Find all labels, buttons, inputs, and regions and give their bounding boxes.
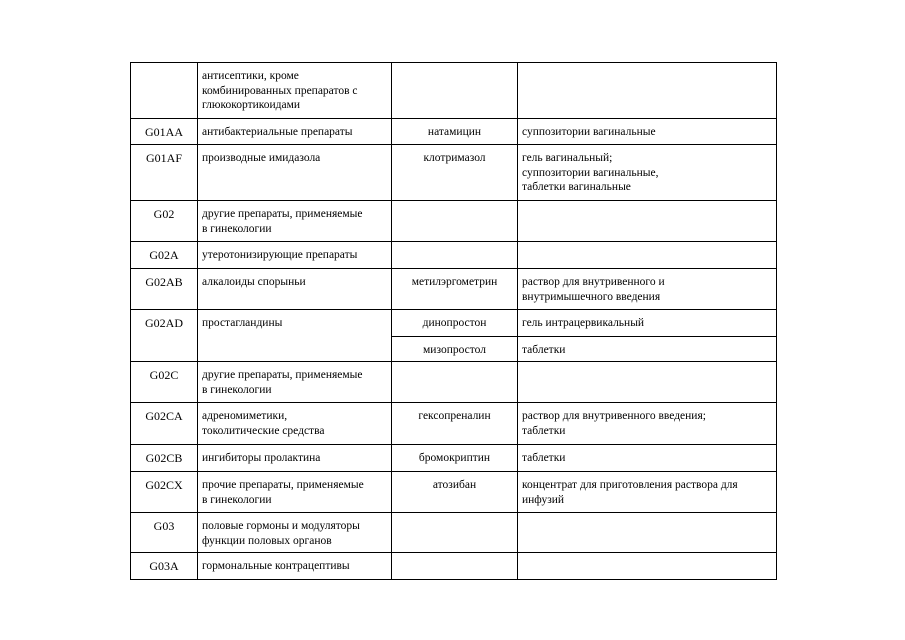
cell-text: атозибан: [432, 479, 477, 491]
cell-text: комбинированных препаратов с: [202, 84, 358, 97]
drug-name-cell: [392, 63, 518, 119]
drug-name-cell: [392, 337, 518, 362]
group-name-cell: [198, 403, 392, 445]
group-name-cell: [198, 310, 392, 362]
cell-text: концентрат для приготовления раствора для: [522, 479, 738, 491]
cell-text: в гинекологии: [202, 222, 272, 235]
table-row: [131, 472, 777, 513]
group-name-cell: [198, 472, 392, 513]
table-row: [131, 269, 777, 310]
cell-text: таблетки: [522, 424, 566, 437]
cell-text: таблетки вагинальные: [522, 181, 631, 193]
cell-text: прочие препараты, применяемые: [202, 479, 364, 491]
cell-text: таблетки: [522, 344, 566, 356]
dosage-form-cell: [518, 310, 777, 337]
table-row: [131, 201, 777, 242]
cell-text: G02C: [149, 368, 179, 382]
atc-code-cell: [131, 403, 198, 445]
drug-name-cell: [392, 362, 518, 403]
dosage-form-cell: [518, 513, 777, 553]
cell-text: суппозитории вагинальные,: [522, 166, 659, 179]
dosage-form-cell: [518, 119, 777, 145]
cell-text: гексопреналин: [418, 410, 491, 422]
cell-text: G02CX: [145, 478, 183, 492]
cell-text: натамицин: [427, 126, 482, 138]
dosage-form-cell: [518, 242, 777, 269]
table-row: [131, 310, 777, 337]
atc-code-cell: [131, 269, 198, 310]
drug-name-cell: [392, 513, 518, 553]
drug-name-cell: [392, 403, 518, 445]
group-name-cell: [198, 201, 392, 242]
table-row: [131, 403, 777, 445]
cell-text: другие препараты, применяемые: [202, 369, 363, 381]
drug-name-cell: [392, 553, 518, 580]
cell-text: инфузий: [522, 493, 565, 506]
dosage-form-cell: [518, 403, 777, 445]
drug-name-cell: [392, 269, 518, 310]
atc-code-cell: [131, 63, 198, 119]
dosage-form-cell: [518, 201, 777, 242]
atc-code-cell: [131, 242, 198, 269]
cell-text: G02A: [149, 248, 179, 262]
group-name-cell: [198, 119, 392, 145]
cell-text: гель интрацервикальный: [522, 317, 645, 329]
cell-text: G01AF: [145, 151, 182, 165]
cell-text: половые гормоны и модуляторы: [202, 520, 360, 532]
cell-text: бромокриптин: [418, 452, 491, 464]
cell-text: метилэргометрин: [411, 276, 498, 288]
cell-text: антибактериальные препараты: [202, 126, 353, 138]
atc-code-cell: [131, 362, 198, 403]
atc-code-cell: [131, 513, 198, 553]
cell-text: простагландины: [202, 317, 283, 329]
table-row: [131, 513, 777, 553]
table-row: [131, 553, 777, 580]
drug-classification-table: [130, 62, 777, 580]
group-name-cell: [198, 145, 392, 201]
cell-text: ингибиторы пролактина: [202, 452, 321, 464]
cell-text: другие препараты, применяемые: [202, 208, 363, 220]
cell-text: G02: [153, 207, 175, 221]
group-name-cell: [198, 242, 392, 269]
cell-text: G02CB: [145, 451, 183, 465]
cell-text: глюкокортикоидами: [202, 99, 301, 111]
drug-name-cell: [392, 445, 518, 472]
drug-name-cell: [392, 119, 518, 145]
cell-text: мизопростол: [423, 344, 486, 356]
cell-text: G02AB: [145, 275, 183, 289]
cell-text: G01AA: [145, 125, 183, 139]
dosage-form-cell: [518, 269, 777, 310]
group-name-cell: [198, 269, 392, 310]
table-row: [131, 445, 777, 472]
atc-code-cell: [131, 472, 198, 513]
atc-code-cell: [131, 201, 198, 242]
drug-name-cell: [392, 201, 518, 242]
dosage-form-cell: [518, 145, 777, 201]
dosage-form-cell: [518, 337, 777, 362]
table-row: [131, 362, 777, 403]
drug-name-cell: [392, 472, 518, 513]
cell-text: производные имидазола: [202, 152, 321, 164]
drug-name-cell: [392, 145, 518, 201]
atc-code-cell: [131, 553, 198, 580]
dosage-form-cell: [518, 63, 777, 119]
group-name-cell: [198, 445, 392, 472]
cell-text: адреномиметики,: [202, 410, 288, 422]
cell-text: раствор для внутривенного и: [522, 276, 665, 288]
table-body: [131, 63, 777, 580]
cell-text: гормональные контрацептивы: [202, 560, 350, 572]
group-name-cell: [198, 553, 392, 580]
cell-text: клотримазол: [423, 152, 486, 164]
cell-text: раствор для внутривенного введения;: [522, 410, 706, 422]
table-row: [131, 63, 777, 119]
cell-text: утеротонизирующие препараты: [202, 249, 358, 261]
cell-text: алкалоиды спорыньи: [202, 276, 306, 288]
atc-code-cell: [131, 310, 198, 362]
cell-text: G03: [153, 519, 175, 533]
table-row: [131, 242, 777, 269]
group-name-cell: [198, 63, 392, 119]
group-name-cell: [198, 362, 392, 403]
table-row: [131, 119, 777, 145]
cell-text: внутримышечного введения: [522, 290, 661, 303]
cell-text: токолитические средства: [202, 424, 325, 437]
cell-text: в гинекологии: [202, 383, 272, 396]
drug-name-cell: [392, 310, 518, 337]
atc-code-cell: [131, 145, 198, 201]
drug-name-cell: [392, 242, 518, 269]
cell-text: антисептики, кроме: [202, 70, 299, 82]
dosage-form-cell: [518, 472, 777, 513]
cell-text: суппозитории вагинальные: [522, 126, 656, 138]
dosage-form-cell: [518, 553, 777, 580]
dosage-form-cell: [518, 362, 777, 403]
cell-text: G02AD: [145, 316, 183, 330]
table-row: [131, 145, 777, 201]
group-name-cell: [198, 513, 392, 553]
dosage-form-cell: [518, 445, 777, 472]
cell-text: в гинекологии: [202, 493, 272, 506]
cell-text: G02CA: [145, 409, 183, 423]
cell-text: динопростон: [422, 317, 487, 329]
cell-text: функции половых органов: [202, 534, 332, 547]
cell-text: таблетки: [522, 452, 566, 464]
atc-code-cell: [131, 119, 198, 145]
cell-text: гель вагинальный;: [522, 152, 613, 164]
atc-code-cell: [131, 445, 198, 472]
cell-text: G03A: [149, 559, 179, 573]
